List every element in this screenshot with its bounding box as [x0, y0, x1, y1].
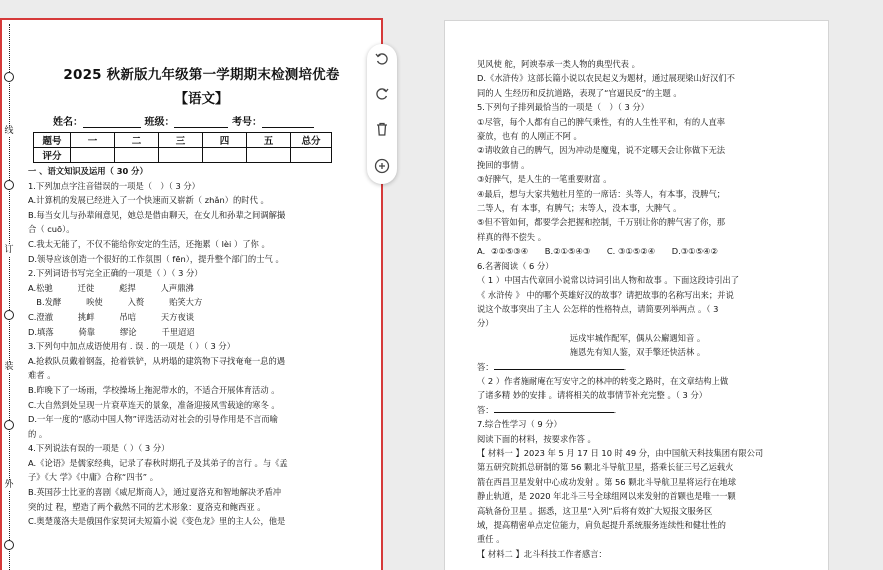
- add-page-icon: [374, 158, 390, 174]
- text-line: 豪放，也有 的人刚正不阿 。: [477, 131, 582, 142]
- score-table-cell: 一: [71, 133, 115, 148]
- text-line: 了诸多精 妙的安排 。请将相关的故事情节补充完整 。（ 3 分）: [477, 390, 708, 401]
- text-line: 箭在西昌卫星发射中心成功发射 。第 56 颗北斗导航卫星将运行在地球: [477, 476, 737, 487]
- text-line: 《 水浒传 》 中的哪个英雄好汉的故事？请把故事的名称写出来；并说: [477, 289, 734, 300]
- document-page-1[interactable]: [0, 18, 383, 570]
- answer-blank: [494, 360, 624, 370]
- score-table-cell: 二: [115, 133, 159, 148]
- binding-strip: [2, 20, 16, 570]
- score-table-score-row: [34, 148, 332, 163]
- answer-label: 答：: [477, 404, 494, 415]
- text-line: ④最后，想与大家共勉杜月笙的一席话：头等人，有本事，没脾气；: [477, 188, 726, 199]
- score-table-cell: [115, 148, 159, 163]
- poem-line: 远戍牢城作配军，偶从公廨遇知音 。: [569, 332, 706, 343]
- text-line: 域，提高精密单点定位能力，肩负起提升系统服务连续性和健壮性的: [477, 520, 726, 530]
- answer-line: 答： ．: [477, 404, 622, 415]
- text-line: （ 2 ）作者施耐庵在写安守之的林冲的转变之路时，在文章结构上做: [477, 375, 729, 386]
- option-line: D.填落 倚靠 缪论 千里迢迢: [28, 326, 195, 337]
- page1-body: [28, 164, 375, 529]
- score-table-cell: 总分: [291, 133, 332, 148]
- question-line: 5.下列句子排列最恰当的一项是（ ）（ 3 分）: [477, 102, 649, 113]
- score-table-cell: 题号: [34, 133, 71, 148]
- name-label: 姓名：: [53, 117, 83, 128]
- text-line: 分）: [477, 318, 494, 329]
- text-line: 【 材料二 】北斗科技工作者感言：: [477, 548, 607, 559]
- exam-number-blank: [262, 117, 314, 128]
- text-line: ②请收敛自己的脾气，因为冲动是魔鬼，说不定哪天会让你做下无法: [477, 145, 726, 156]
- question-line: 1.下列加点字注音错误的一项是（ ）（ 3 分）: [28, 180, 200, 191]
- text-line: 第五研究院抓总研制的第 56 颗北斗导航卫星，搭乘长征三号乙运载火: [477, 462, 734, 473]
- page-toolbar: [367, 44, 397, 184]
- text-line: 说这个故事突出了主人 公怎样的性格特点，请简要列举两点 。（ 3: [477, 303, 719, 314]
- text-line: 重任 。: [477, 534, 505, 545]
- text-line: ③好脾气，是人生的一笔重要财富 。: [477, 174, 612, 185]
- text-line: 【 材料一 】2023 年 5 月 17 日 10 时 49 分，由中国航天科技集团有限公司: [477, 447, 764, 458]
- add-page-button[interactable]: [372, 156, 392, 176]
- poem-line: 施恩先有知人鉴，双手擎还快活林 。: [569, 347, 706, 358]
- binding-hole: [4, 420, 14, 430]
- score-table-cell: [159, 148, 203, 163]
- option-line: B.昨晚下了一场雨，学校操场上拖泥带水的，不适合开展体育活动 。: [28, 384, 280, 395]
- option-line: 难者 。: [28, 370, 56, 381]
- question-line: 7.综合性学习（ 9 分）: [477, 419, 562, 430]
- option-line: B.每当女儿与孙辈闹意见，她总是借由聊天，在女儿和孙辈之间调解撮: [28, 209, 286, 220]
- exam-title: 2025 秋新版九年级第一学期期末检测培优卷: [63, 67, 340, 83]
- option-line: 突的过 程，塑造了两个截然不同的艺术形象：夏洛克和鲍西亚 。: [28, 501, 266, 512]
- binding-label: 订: [2, 245, 16, 256]
- exam-subtitle: 【语文】: [174, 91, 229, 107]
- score-table-header-row: [34, 133, 332, 148]
- text-line: 样真的得不偿失 。: [477, 231, 547, 242]
- question-line: 4.下列说法有误的一项是（ ）（ 3 分）: [28, 443, 170, 454]
- option-line: A.抢救队员戴着钢盔，抢着铁铲，从坍塌的建筑物下寻找奄奄一息的遇: [28, 355, 286, 366]
- exam-number-label: 考号：: [231, 117, 262, 128]
- option-line: D.一年一度的“感动中国人物”评选活动对社会的引导作用是不言而喻: [28, 414, 278, 425]
- score-table-cell: [203, 148, 247, 163]
- score-table-cell: [71, 148, 115, 163]
- option-line: 子》《大 学》《中庸》合称“四书” 。: [28, 472, 159, 483]
- binding-hole: [4, 72, 14, 82]
- score-table: [33, 132, 332, 163]
- binding-label: 线: [2, 126, 16, 137]
- text-line: ①尽管，每个人都有自己的脾气秉性，有的人生性平和，有的人直率: [477, 116, 726, 127]
- class-label: 班级：: [144, 117, 175, 128]
- section-heading: 一 、语文知识及运用（ 30 分）: [28, 166, 148, 176]
- name-blank: [83, 117, 141, 128]
- text-line: 高轨备份卫星 。据悉，这卫星“入列”后将有效扩大短报文服务区: [477, 505, 713, 516]
- rotate-right-button[interactable]: [372, 84, 392, 104]
- option-line: A.计算机的发展已经进入了一个快速而又崭新（ zhǎn）的时代 。: [28, 195, 269, 206]
- rotate-left-button[interactable]: [372, 49, 392, 69]
- text-line: 二等人，有 本事，有脾气；末等人，没本事，大脾气 。: [477, 203, 682, 214]
- score-table-cell: 评分: [34, 148, 71, 163]
- score-table-cell: 三: [159, 133, 203, 148]
- rotate-right-icon: [374, 86, 390, 102]
- binding-hole: [4, 310, 14, 320]
- rotate-left-icon: [374, 51, 390, 67]
- option-line: A.松驰 迁徙 彪捍 人声鼎沸: [28, 282, 194, 293]
- score-table-cell: [291, 148, 332, 163]
- question-line: 2.下列词语书写完全正确的一项是（ ）（ 3 分）: [28, 268, 203, 279]
- score-table-cell: 五: [247, 133, 291, 148]
- text-line: 挽回的事情 。: [477, 159, 530, 170]
- text-line: 见风使 舵，阿谀奉承一类人物的典型代表 。: [477, 59, 640, 69]
- option-line: 合（ cuō）。: [28, 224, 75, 235]
- document-page-2[interactable]: [444, 20, 829, 570]
- text-line: 静止轨道，是 2020 年北斗三号全球组网以来发射的首颗也是唯一一颗: [477, 491, 736, 502]
- question-line: 6.名著阅读（ 6 分）: [477, 260, 554, 271]
- option-line: C.澄澈 挑衅 吊唁 天方夜谈: [28, 311, 195, 322]
- option-line: C.奥楚蔑洛夫是俄国作家契诃夫短篇小说《变色龙》里的主人公，他是: [28, 516, 286, 527]
- binding-hole: [4, 540, 14, 550]
- answer-blank: [494, 403, 614, 413]
- binding-hole: [4, 180, 14, 190]
- option-line: D.领导应该创造一个很好的工作氛围（ fēn），提升整个部门的士气 。: [28, 253, 284, 264]
- trash-icon: [374, 121, 390, 137]
- answer-line: 答： ．: [477, 361, 632, 372]
- binding-label: 装: [2, 362, 16, 373]
- option-line: C.我太无能了，不仅不能给你安定的生活，还拖累（ lèi ）了你 。: [28, 238, 270, 249]
- binding-label: 外: [2, 480, 16, 491]
- score-table-cell: [247, 148, 291, 163]
- answer-label: 答：: [477, 361, 494, 372]
- page2-body: [477, 57, 798, 561]
- option-line: 的 。: [28, 428, 48, 439]
- text-line: D.《水浒传》这部长篇小说以农民起义为题材，通过展现梁山好汉们不: [477, 73, 735, 84]
- option-line: A.《论语》是儒家经典，记录了春秋时期孔子及其弟子的言行 。与《孟: [28, 457, 288, 468]
- option-line: B.发酵 唉使 入赘 贻笑大方: [28, 297, 203, 308]
- class-blank: [174, 117, 228, 128]
- text-line: 同的人 生经历和反抗道路，表现了“官逼民反”的主题 。: [477, 87, 682, 98]
- option-line: A．②①⑤③④ B.②①⑤④③ C. ③①⑤②④ D.③①⑤④②: [477, 246, 718, 257]
- text-line: 阅读下面的材料，按要求作答 。: [477, 433, 596, 444]
- delete-page-button[interactable]: [372, 119, 392, 139]
- question-line: 3.下列句中加点成语使用有 . 误 . 的一项是（ ）（ 3 分）: [28, 341, 236, 352]
- option-line: C.大自然到处呈现一片衰草连天的景象，准备迎接风雪载途的寒冬 。: [28, 399, 280, 410]
- student-info-line: [53, 113, 375, 128]
- text-line: ⑤但不管如何，都要学会把握和控制，千万别让你的脾气害了你，那: [477, 217, 726, 228]
- score-table-cell: 四: [203, 133, 247, 148]
- text-line: （ 1 ）中国古代章回小说常以诗词引出人物和故事 。下面这段诗引出了: [477, 275, 740, 286]
- option-line: B.英国莎士比亚的喜剧《威尼斯商人》，通过夏洛克和智地解决矛盾冲: [28, 487, 282, 498]
